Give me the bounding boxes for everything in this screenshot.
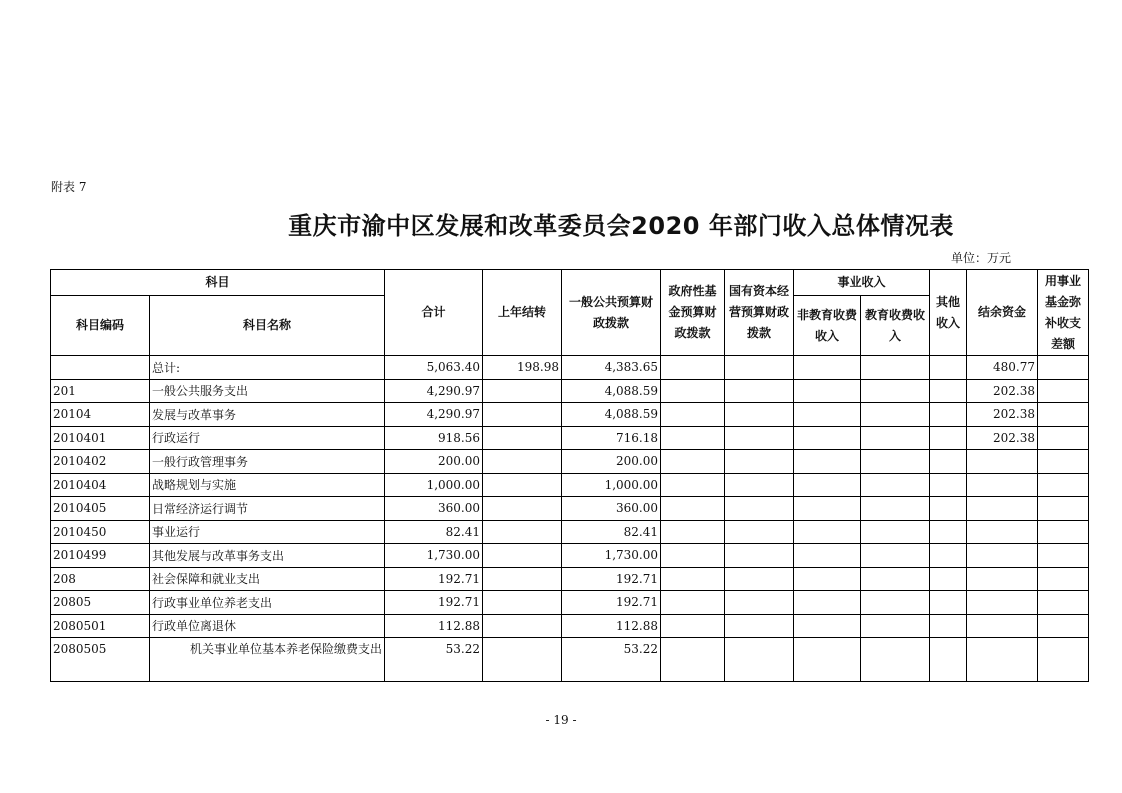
header-subject: 科目 bbox=[51, 270, 385, 296]
general-budget-cell: 4,088.59 bbox=[562, 379, 661, 403]
other-income-cell bbox=[930, 473, 967, 497]
general-budget-cell: 192.71 bbox=[562, 591, 661, 615]
total-cell: 112.88 bbox=[385, 614, 483, 638]
header-subject-name: 科目名称 bbox=[150, 296, 385, 356]
header-education: 教育收费收入 bbox=[861, 296, 930, 356]
surplus-cell bbox=[967, 520, 1038, 544]
table-row bbox=[51, 614, 1089, 638]
subject-code: 20805 bbox=[51, 591, 150, 615]
table-row bbox=[51, 403, 1089, 427]
carryover-cell bbox=[483, 591, 562, 615]
state-capital-cell bbox=[725, 591, 794, 615]
total-cell: 53.22 bbox=[385, 638, 483, 682]
gov-fund-cell bbox=[661, 544, 725, 568]
subject-name: 事业运行 bbox=[150, 520, 385, 544]
business-fund-cell bbox=[1038, 497, 1089, 521]
general-budget-cell: 53.22 bbox=[562, 638, 661, 682]
unit-label: 单位：万元 bbox=[951, 251, 1012, 265]
business-fund-cell bbox=[1038, 520, 1089, 544]
non-education-cell bbox=[794, 497, 861, 521]
surplus-cell bbox=[967, 497, 1038, 521]
non-education-cell bbox=[794, 520, 861, 544]
carryover-cell bbox=[483, 638, 562, 682]
carryover-cell bbox=[483, 497, 562, 521]
table-row bbox=[51, 544, 1089, 568]
carryover-cell bbox=[483, 379, 562, 403]
subject-name: 行政运行 bbox=[150, 426, 385, 450]
header-gov-fund: 政府性基金预算财政拨款 bbox=[661, 270, 725, 356]
page-number: - 19 - bbox=[545, 713, 577, 727]
non-education-cell bbox=[794, 567, 861, 591]
state-capital-cell bbox=[725, 567, 794, 591]
other-income-cell bbox=[930, 497, 967, 521]
table-row bbox=[51, 450, 1089, 474]
surplus-cell bbox=[967, 567, 1038, 591]
general-budget-cell: 200.00 bbox=[562, 450, 661, 474]
non-education-cell bbox=[794, 544, 861, 568]
general-budget-cell: 4,088.59 bbox=[562, 403, 661, 427]
carryover-cell bbox=[483, 614, 562, 638]
gov-fund-cell bbox=[661, 450, 725, 474]
business-fund-cell bbox=[1038, 379, 1089, 403]
subject-code: 2010404 bbox=[51, 473, 150, 497]
total-cell: 5,063.40 bbox=[385, 356, 483, 380]
non-education-cell bbox=[794, 426, 861, 450]
subject-name: 社会保障和就业支出 bbox=[150, 567, 385, 591]
general-budget-cell: 1,730.00 bbox=[562, 544, 661, 568]
total-cell: 82.41 bbox=[385, 520, 483, 544]
general-budget-cell: 82.41 bbox=[562, 520, 661, 544]
header-surplus: 结余资金 bbox=[967, 270, 1038, 356]
header-non-education: 非教育收费收入 bbox=[794, 296, 861, 356]
other-income-cell bbox=[930, 356, 967, 380]
appendix-label: 附表 7 bbox=[51, 180, 87, 194]
income-table bbox=[50, 269, 1089, 682]
surplus-cell bbox=[967, 614, 1038, 638]
surplus-cell: 202.38 bbox=[967, 403, 1038, 427]
state-capital-cell bbox=[725, 450, 794, 474]
state-capital-cell bbox=[725, 379, 794, 403]
subject-name: 行政事业单位养老支出 bbox=[150, 591, 385, 615]
gov-fund-cell bbox=[661, 473, 725, 497]
table-row bbox=[51, 591, 1089, 615]
total-cell: 192.71 bbox=[385, 591, 483, 615]
non-education-cell bbox=[794, 473, 861, 497]
table-row bbox=[51, 638, 1089, 682]
carryover-cell bbox=[483, 520, 562, 544]
gov-fund-cell bbox=[661, 520, 725, 544]
state-capital-cell bbox=[725, 473, 794, 497]
gov-fund-cell bbox=[661, 379, 725, 403]
other-income-cell bbox=[930, 567, 967, 591]
general-budget-cell: 4,383.65 bbox=[562, 356, 661, 380]
other-income-cell bbox=[930, 520, 967, 544]
subject-code: 2080501 bbox=[51, 614, 150, 638]
subject-name: 总计: bbox=[150, 356, 385, 380]
surplus-cell: 480.77 bbox=[967, 356, 1038, 380]
subject-code bbox=[51, 356, 150, 380]
gov-fund-cell bbox=[661, 426, 725, 450]
business-fund-cell bbox=[1038, 403, 1089, 427]
other-income-cell bbox=[930, 379, 967, 403]
surplus-cell bbox=[967, 473, 1038, 497]
carryover-cell bbox=[483, 544, 562, 568]
education-cell bbox=[861, 614, 930, 638]
business-fund-cell bbox=[1038, 614, 1089, 638]
subject-name: 发展与改革事务 bbox=[150, 403, 385, 427]
state-capital-cell bbox=[725, 544, 794, 568]
subject-code: 208 bbox=[51, 567, 150, 591]
education-cell bbox=[861, 403, 930, 427]
subject-name: 战略规划与实施 bbox=[150, 473, 385, 497]
other-income-cell bbox=[930, 614, 967, 638]
business-fund-cell bbox=[1038, 591, 1089, 615]
document-title: 重庆市渝中区发展和改革委员会2020 年部门收入总体情况表 bbox=[288, 212, 954, 240]
header-state-capital: 国有资本经营预算财政拨款 bbox=[725, 270, 794, 356]
non-education-cell bbox=[794, 379, 861, 403]
state-capital-cell bbox=[725, 403, 794, 427]
non-education-cell bbox=[794, 591, 861, 615]
other-income-cell bbox=[930, 638, 967, 682]
subject-name: 日常经济运行调节 bbox=[150, 497, 385, 521]
education-cell bbox=[861, 497, 930, 521]
total-cell: 4,290.97 bbox=[385, 403, 483, 427]
other-income-cell bbox=[930, 544, 967, 568]
non-education-cell bbox=[794, 356, 861, 380]
non-education-cell bbox=[794, 614, 861, 638]
business-fund-cell bbox=[1038, 356, 1089, 380]
carryover-cell bbox=[483, 567, 562, 591]
state-capital-cell bbox=[725, 356, 794, 380]
carryover-cell bbox=[483, 450, 562, 474]
other-income-cell bbox=[930, 591, 967, 615]
surplus-cell bbox=[967, 638, 1038, 682]
carryover-cell bbox=[483, 473, 562, 497]
state-capital-cell bbox=[725, 638, 794, 682]
non-education-cell bbox=[794, 450, 861, 474]
surplus-cell: 202.38 bbox=[967, 426, 1038, 450]
header-carryover: 上年结转 bbox=[483, 270, 562, 356]
education-cell bbox=[861, 356, 930, 380]
state-capital-cell bbox=[725, 497, 794, 521]
other-income-cell bbox=[930, 403, 967, 427]
general-budget-cell: 192.71 bbox=[562, 567, 661, 591]
subject-code: 20104 bbox=[51, 403, 150, 427]
surplus-cell bbox=[967, 544, 1038, 568]
gov-fund-cell bbox=[661, 356, 725, 380]
table-row bbox=[51, 520, 1089, 544]
general-budget-cell: 360.00 bbox=[562, 497, 661, 521]
subject-code: 2080505 bbox=[51, 638, 150, 682]
education-cell bbox=[861, 520, 930, 544]
education-cell bbox=[861, 567, 930, 591]
state-capital-cell bbox=[725, 520, 794, 544]
total-cell: 360.00 bbox=[385, 497, 483, 521]
business-fund-cell bbox=[1038, 544, 1089, 568]
total-cell: 918.56 bbox=[385, 426, 483, 450]
total-cell: 4,290.97 bbox=[385, 379, 483, 403]
general-budget-cell: 716.18 bbox=[562, 426, 661, 450]
header-total: 合计 bbox=[385, 270, 483, 356]
header-other-income: 其他收入 bbox=[930, 270, 967, 356]
total-cell: 192.71 bbox=[385, 567, 483, 591]
total-cell: 200.00 bbox=[385, 450, 483, 474]
subject-code: 2010405 bbox=[51, 497, 150, 521]
gov-fund-cell bbox=[661, 638, 725, 682]
subject-name: 其他发展与改革事务支出 bbox=[150, 544, 385, 568]
business-fund-cell bbox=[1038, 567, 1089, 591]
header-subject-code: 科目编码 bbox=[51, 296, 150, 356]
table-row bbox=[51, 497, 1089, 521]
subject-name: 一般公共服务支出 bbox=[150, 379, 385, 403]
education-cell bbox=[861, 426, 930, 450]
education-cell bbox=[861, 544, 930, 568]
general-budget-cell: 112.88 bbox=[562, 614, 661, 638]
subject-name: 机关事业单位基本养老保险缴费支出 bbox=[150, 638, 385, 682]
non-education-cell bbox=[794, 638, 861, 682]
business-fund-cell bbox=[1038, 473, 1089, 497]
subject-code: 201 bbox=[51, 379, 150, 403]
gov-fund-cell bbox=[661, 614, 725, 638]
subject-code: 2010401 bbox=[51, 426, 150, 450]
carryover-cell bbox=[483, 403, 562, 427]
carryover-cell bbox=[483, 426, 562, 450]
business-fund-cell bbox=[1038, 450, 1089, 474]
surplus-cell: 202.38 bbox=[967, 379, 1038, 403]
table-row bbox=[51, 356, 1089, 380]
business-fund-cell bbox=[1038, 638, 1089, 682]
surplus-cell bbox=[967, 450, 1038, 474]
subject-code: 2010402 bbox=[51, 450, 150, 474]
table-row bbox=[51, 473, 1089, 497]
education-cell bbox=[861, 450, 930, 474]
subject-code: 2010450 bbox=[51, 520, 150, 544]
subject-name: 一般行政管理事务 bbox=[150, 450, 385, 474]
education-cell bbox=[861, 638, 930, 682]
non-education-cell bbox=[794, 403, 861, 427]
header-general-budget: 一般公共预算财政拨款 bbox=[562, 270, 661, 356]
table-row bbox=[51, 379, 1089, 403]
business-fund-cell bbox=[1038, 426, 1089, 450]
state-capital-cell bbox=[725, 614, 794, 638]
education-cell bbox=[861, 473, 930, 497]
general-budget-cell: 1,000.00 bbox=[562, 473, 661, 497]
surplus-cell bbox=[967, 591, 1038, 615]
gov-fund-cell bbox=[661, 403, 725, 427]
subject-name: 行政单位离退休 bbox=[150, 614, 385, 638]
header-business-fund: 用事业基金弥补收支差额 bbox=[1038, 270, 1089, 356]
other-income-cell bbox=[930, 450, 967, 474]
gov-fund-cell bbox=[661, 591, 725, 615]
header-business-income: 事业收入 bbox=[794, 270, 930, 296]
gov-fund-cell bbox=[661, 497, 725, 521]
total-cell: 1,730.00 bbox=[385, 544, 483, 568]
other-income-cell bbox=[930, 426, 967, 450]
total-cell: 1,000.00 bbox=[385, 473, 483, 497]
education-cell bbox=[861, 379, 930, 403]
table-row bbox=[51, 426, 1089, 450]
table-row bbox=[51, 567, 1089, 591]
state-capital-cell bbox=[725, 426, 794, 450]
carryover-cell: 198.98 bbox=[483, 356, 562, 380]
subject-code: 2010499 bbox=[51, 544, 150, 568]
gov-fund-cell bbox=[661, 567, 725, 591]
education-cell bbox=[861, 591, 930, 615]
